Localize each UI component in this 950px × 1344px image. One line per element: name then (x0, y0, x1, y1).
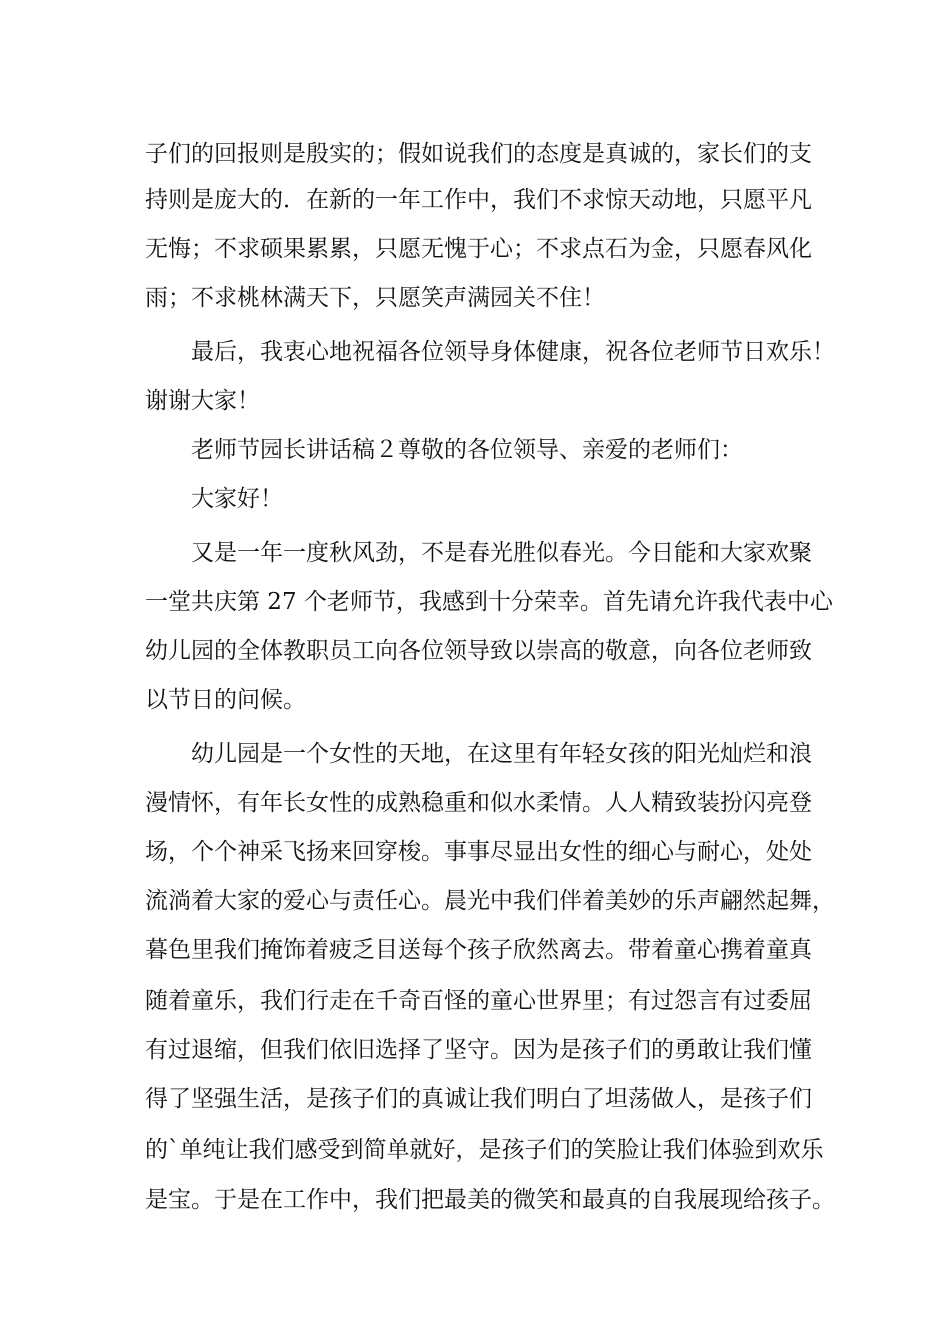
text-line: 无悔；不求硕果累累，只愿无愧于心；不求点石为金，只愿春风化 (145, 236, 812, 262)
text-line: 漫情怀，有年长女性的成熟稳重和似水柔情。人人精致装扮闪亮登 (145, 790, 812, 816)
text-line: 以节日的问候。 (145, 687, 306, 713)
text-line: 谢谢大家！ (145, 388, 260, 414)
text-line: 的`单纯让我们感受到简单就好，是孩子们的笑脸让我们体验到欢乐 (145, 1137, 824, 1163)
text-line: 幼儿园的全体教职员工向各位领导致以崇高的敬意，向各位老师致 (145, 638, 812, 664)
text-line: 大家好！ (191, 486, 283, 512)
text-line: 最后，我衷心地祝福各位领导身体健康，祝各位老师节日欢乐！ (191, 339, 835, 365)
text-line: 持则是庞大的．在新的一年工作中，我们不求惊天动地，只愿平凡 (145, 187, 812, 213)
text-line: 子们的回报则是殷实的；假如说我们的态度是真诚的，家长们的支 (145, 141, 812, 167)
text-line: 是宝。于是在工作中，我们把最美的微笑和最真的自我展现给孩子。 (145, 1187, 835, 1213)
text-line: 幼儿园是一个女性的天地，在这里有年轻女孩的阳光灿烂和浪 (191, 741, 812, 767)
text-line: 流淌着大家的爱心与责任心。晨光中我们伴着美妙的乐声翩然起舞， (145, 888, 835, 914)
text-line: 随着童乐，我们行走在千奇百怪的童心世界里；有过怨言有过委屈 (145, 988, 812, 1014)
text-line: 老师节园长讲话稿２尊敬的各位领导、亲爱的老师们： (191, 437, 743, 463)
text-line: 有过退缩，但我们依旧选择了坚守。因为是孩子们的勇敢让我们懂 (145, 1037, 812, 1063)
text-line: 雨；不求桃林满天下，只愿笑声满园关不住！ (145, 285, 605, 311)
text-line: 暮色里我们掩饰着疲乏目送每个孩子欣然离去。带着童心携着童真 (145, 937, 812, 963)
text-line: 一堂共庆第 27 个老师节，我感到十分荣幸。首先请允许我代表中心 (145, 589, 833, 615)
text-line: 得了坚强生活，是孩子们的真诚让我们明白了坦荡做人，是孩子们 (145, 1086, 812, 1112)
text-line: 场，个个神采飞扬来回穿梭。事事尽显出女性的细心与耐心，处处 (145, 839, 812, 865)
text-line: 又是一年一度秋风劲，不是春光胜似春光。今日能和大家欢聚 (191, 540, 812, 566)
